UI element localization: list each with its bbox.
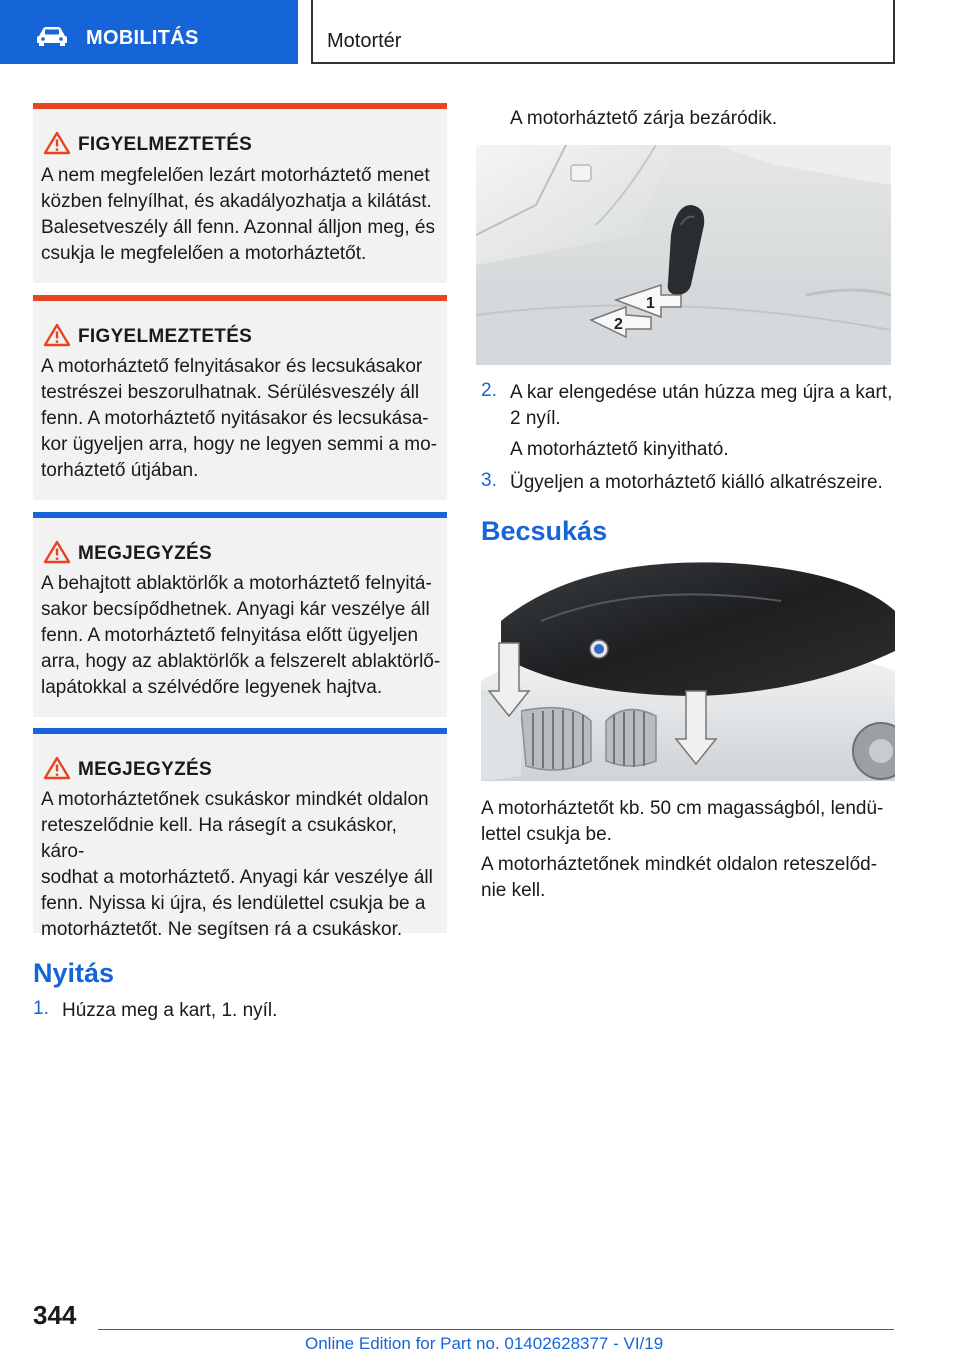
warning-bar [33, 103, 447, 109]
text-line: A motorháztetőnek csukáskor mindkét oldalon [41, 789, 429, 810]
callout-text [41, 163, 443, 267]
text-line: motorháztetőt. Ne segítsen rá a csukáskor. [41, 919, 403, 940]
callout-text [41, 787, 443, 943]
warning-triangle-icon [43, 131, 71, 155]
closing-paragraph-1 [481, 796, 883, 848]
text-line: fenn. A motorháztető felnyitása előtt ügyeljen [41, 625, 419, 646]
footer-divider [98, 1329, 894, 1330]
text-line: A motorháztetőt kb. 50 cm magasságból, lendü- [481, 798, 884, 819]
warning-bar [33, 295, 447, 301]
text-line: Balesetveszély áll fenn. Azonnal álljon meg, és [41, 217, 435, 238]
text-line: közben felnyílhat, és akadályozhatja a kilátást. [41, 191, 432, 212]
text-line: A kar elengedése után húzza meg újra a kart, [510, 382, 893, 403]
step-text: Húzza meg a kart, 1. nyíl. [62, 1000, 278, 1021]
warning-box-2 [33, 295, 447, 500]
step-number: 1. [33, 998, 49, 1019]
hood-lever-image [476, 145, 891, 365]
callout-title: FIGYELMEZTETÉS [78, 134, 253, 155]
hood-closing-image [481, 561, 895, 781]
page-title: Motortér [327, 30, 402, 52]
arrow-label-1: 1 [646, 295, 655, 312]
section-label: MOBILITÁS [86, 27, 199, 49]
note-bar [33, 728, 447, 734]
callout-text [41, 571, 443, 701]
step-result: A motorháztető zárja bezáródik. [510, 108, 778, 129]
text-line: A motorháztetőnek mindkét oldalon reteszelőd- [481, 854, 878, 875]
footer-edition: Online Edition for Part no. 01402628377 - VI/19 [305, 1334, 664, 1353]
step-number: 3. [481, 470, 497, 491]
warning-box-1 [33, 103, 447, 283]
step-number: 2. [481, 380, 497, 401]
car-icon [36, 26, 68, 46]
text-line: kor ügyeljen arra, hogy ne legyen semmi a mo- [41, 434, 438, 455]
step-text [510, 380, 892, 432]
text-line: fenn. A motorháztető nyitásakor és lecsukása- [41, 408, 429, 429]
note-box-2 [33, 728, 447, 940]
text-line: A behajtott ablaktörlők a motorháztető felnyitá- [41, 573, 432, 594]
step-result: A motorháztető kinyitható. [510, 439, 729, 460]
text-line: sakor becsípődhetnek. Anyagi kár veszélye áll [41, 599, 430, 620]
section-heading-opening: Nyitás [33, 958, 115, 988]
arrow-label-2: 2 [614, 316, 623, 333]
text-line: A motorháztető felnyitásakor és lecsukásakor [41, 356, 423, 377]
text-line: lapátokkal a szélvédőre legyenek hajtva. [41, 677, 383, 698]
closing-paragraph-2 [481, 852, 877, 904]
text-line: sodhat a motorháztető. Anyagi kár veszélye áll [41, 867, 433, 888]
warning-triangle-icon [43, 756, 71, 780]
text-line: torháztető útjában. [41, 460, 199, 481]
warning-triangle-icon [43, 323, 71, 347]
callout-title: MEGJEGYZÉS [78, 759, 212, 780]
text-line: A nem megfelelően lezárt motorháztető menet [41, 165, 430, 186]
section-tab [0, 0, 298, 64]
note-box-1 [33, 512, 447, 717]
warning-triangle-icon [43, 540, 71, 564]
text-line: csukja le megfelelően a motorháztetőt. [41, 243, 367, 264]
section-heading-closing: Becsukás [481, 516, 608, 546]
step-text: Ügyeljen a motorháztető kiálló alkatrészeire. [510, 472, 883, 493]
text-line: arra, hogy az ablaktörlők a felszerelt ablaktörlő- [41, 651, 441, 672]
page-title-box [311, 0, 895, 64]
callout-title: FIGYELMEZTETÉS [78, 326, 253, 347]
page-number: 344 [33, 1300, 77, 1330]
note-bar [33, 512, 447, 518]
text-line: testrészei beszorulhatnak. Sérülésveszély áll [41, 382, 420, 403]
callout-title: MEGJEGYZÉS [78, 543, 212, 564]
callout-text [41, 354, 443, 484]
text-line: nie kell. [481, 880, 546, 901]
text-line: reteszelődnie kell. Ha rásegít a csukáskor, káro- [41, 815, 397, 862]
text-line: 2 nyíl. [510, 408, 561, 429]
text-line: fenn. Nyissa ki újra, és lendülettel csukja be a [41, 893, 426, 914]
text-line: lettel csukja be. [481, 824, 612, 845]
